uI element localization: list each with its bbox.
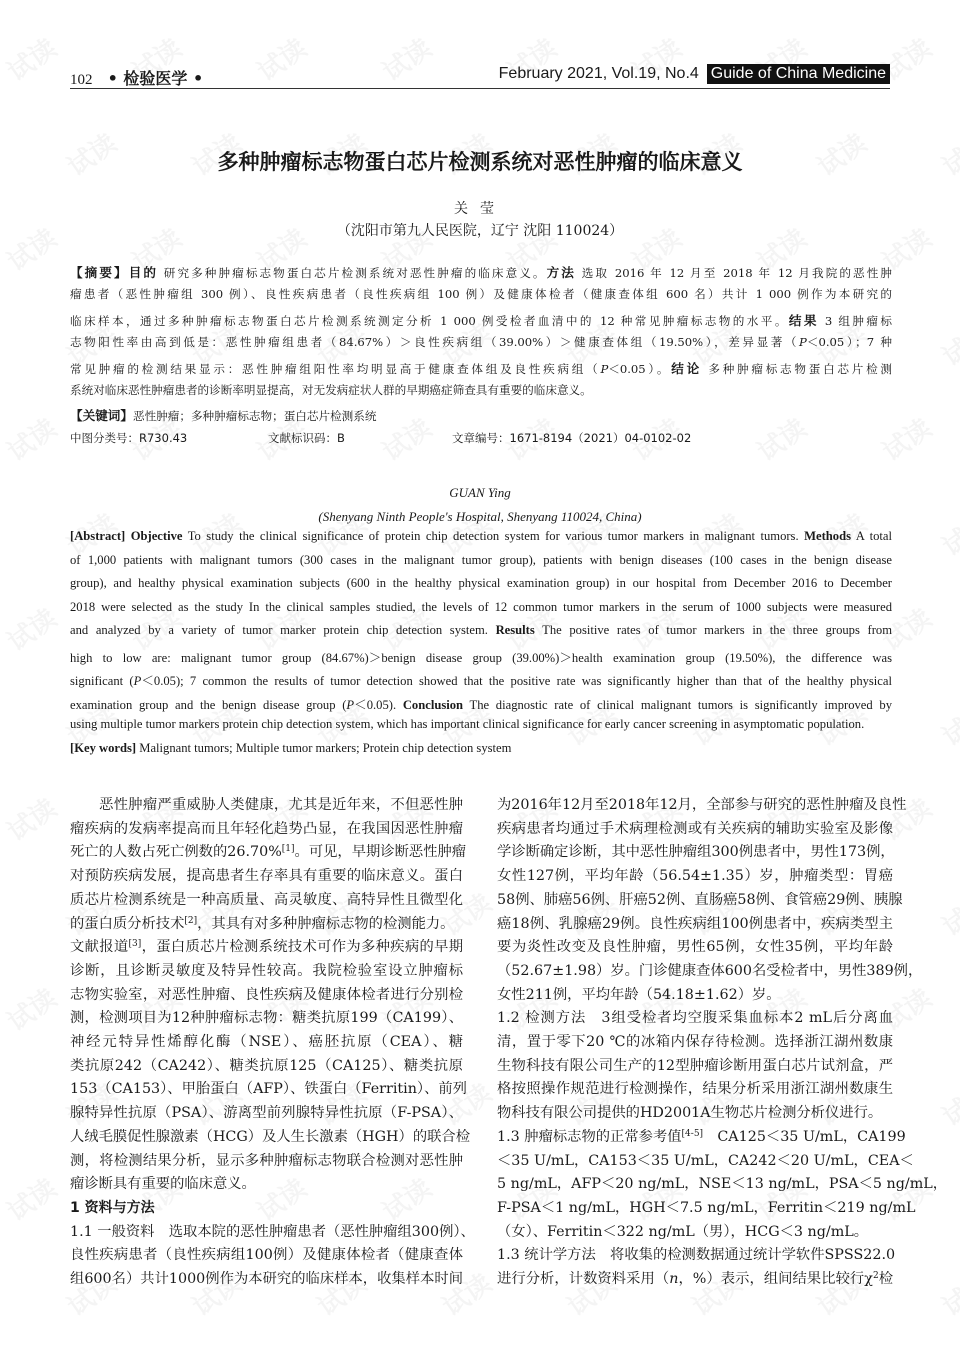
heading-label: 1 资料与方法 — [70, 1199, 155, 1216]
text-run: P — [799, 335, 807, 349]
text-line — [497, 984, 893, 1004]
text-run: 癌18例、乳腺癌29例。良性疾病组100例患者中，疾病类型主 — [497, 915, 893, 932]
text-run: 神经元特异性烯醇化酶（NSE）、癌胚抗原（CEA）、糖 — [70, 1034, 463, 1050]
text-run: 5 ng/mL，AFP＜20 ng/mL，NSE＜13 ng/mL，PSA＜5 ng/mL， — [497, 1176, 948, 1193]
text-line — [497, 1268, 893, 1288]
text-line — [70, 1007, 463, 1027]
text-run: 瘤诊断具有重要的临床意义。 — [70, 1176, 256, 1193]
author: 关莹 — [454, 201, 506, 217]
text-run: 恶性肿瘤；多种肿瘤标志物；蛋白芯片检测系统 — [132, 409, 377, 423]
running-header-left — [70, 66, 203, 89]
text-line — [70, 841, 467, 861]
text-run: and analyzed by a variety of tumor marker protein chip detection system. — [70, 623, 496, 637]
text-line — [70, 286, 892, 302]
text-run: 研究多种肿瘤标志物蛋白芯片检测系统对恶性肿瘤的临床意义。 — [158, 266, 547, 280]
text-run: 测，检测项目为12种肿瘤标志物：糖类抗原199（CA199）、 — [70, 1010, 463, 1027]
watermark-text — [0, 28, 63, 88]
text-run: 志物实验室，对恶性肿瘤、良性疾病及健康体检者进行分别检 — [70, 986, 463, 1003]
text-line — [70, 670, 892, 689]
text-run: 系统对临床恶性肿瘤患者的诊断率明显提高，对无发病症状人群的早期癌症筛查具有重要的临床意义。 — [70, 383, 592, 397]
text-run: 类抗原242（CA242）、糖类抗原125（CA125）、糖类抗原 — [70, 1057, 463, 1074]
text-line — [497, 1007, 893, 1027]
citation-superscript: [4-5] — [681, 1128, 704, 1139]
text-line — [497, 1055, 893, 1075]
text-run: ，蛋白质芯片检测系统技术可作为多种疾病的早期 — [141, 939, 463, 956]
heading-label: 【关键词】 — [70, 408, 133, 423]
watermark-text — [934, 313, 960, 373]
watermark-text — [0, 408, 63, 468]
document-code: 文献标识码：B — [268, 431, 345, 445]
text-line — [70, 1221, 475, 1241]
text-run: 进行分析，计数资料采用（ — [497, 1271, 670, 1287]
watermark-text — [934, 1073, 960, 1133]
citation-superscript: 2 — [872, 1271, 879, 1281]
text-run: ＜35 U/mL，CA153＜35 U/mL，CA242＜20 U/mL，CEA＜ — [497, 1152, 914, 1169]
text-line — [70, 405, 892, 424]
text-run: 瘤疾病的发病率提高而且年轻化趋势凸显，在我国因恶性肿瘤 — [70, 820, 463, 837]
affiliation: （沈阳市第九人民医院，辽宁 沈阳 110024） — [336, 223, 624, 239]
text-run: n — [669, 1271, 679, 1287]
running-header-right — [499, 64, 890, 84]
journal-name-badge: Guide of China Medicine — [707, 64, 890, 84]
page-number: 102 — [70, 72, 93, 88]
text-run: To study the clinical significance of protein chip detection system for various tumor markers in malignant tumors. — [182, 529, 805, 543]
text-run: examination group and the benign disease group ( — [70, 697, 347, 712]
text-run: 常见肿瘤的检测结果显示：恶性肿瘤组阳性率均明显高于健康查体组及良性疾病组（ — [70, 362, 601, 376]
heading-label: Methods — [804, 529, 851, 543]
watermark-text — [934, 693, 960, 753]
text-run: 153（CA153）、甲胎蛋白（AFP）、铁蛋白（Ferritin）、前列 — [70, 1081, 467, 1098]
text-run: P — [346, 697, 355, 712]
text-line — [70, 1055, 463, 1075]
watermark-text — [374, 28, 438, 88]
text-run: 学诊断确定诊断，其中恶性肿瘤组300例患者中，男性173例， — [497, 844, 895, 861]
citation-superscript: [3] — [128, 939, 142, 950]
text-run: 1.2 检测方法 3组受检者均空腹采集血标本2 mL后分离血 — [497, 1010, 893, 1027]
text-line — [70, 889, 463, 909]
text-run: 对预防疾病发展，提高患者生存率具有重要的临床意义。蛋白 — [70, 868, 463, 885]
text-line — [70, 1126, 471, 1146]
text-line — [70, 794, 463, 814]
watermark-text — [934, 883, 960, 943]
watermark-text — [0, 1168, 63, 1228]
affiliation-english: (Shenyang Ninth People's Hospital, Shenyang 110024, China) — [318, 509, 642, 524]
text-line — [70, 1031, 463, 1051]
heading-label: 结果 — [788, 313, 819, 328]
text-line — [70, 1173, 463, 1193]
text-line — [70, 529, 892, 544]
text-line — [497, 841, 893, 861]
text-run: 死亡的人数占死亡例数的26.70% — [70, 844, 282, 861]
text-line — [497, 913, 893, 933]
text-line — [70, 553, 892, 568]
heading-label: [Key words] — [70, 740, 137, 755]
text-line — [70, 576, 892, 591]
text-line — [497, 960, 923, 980]
text-line — [497, 936, 893, 956]
text-line — [497, 1031, 893, 1051]
text-run: 女性211例，平均年龄（54.18±1.62）岁。 — [497, 986, 781, 1003]
watermark-text — [249, 28, 313, 88]
text-run: significant ( — [70, 674, 134, 688]
text-run: 多种肿瘤标志物蛋白芯片检测 — [701, 362, 893, 376]
text-line — [70, 717, 892, 732]
text-run: group), and healthy physical examination subjects (600 in the healthy physical examination group) in our hospital from December 2016 to December — [70, 576, 892, 590]
text-line — [497, 1197, 916, 1217]
citation-superscript: [1] — [281, 844, 295, 855]
text-run: The diagnostic rate of clinical malignant tumors is significantly improved by — [463, 697, 892, 712]
text-line — [497, 1102, 893, 1122]
heading-label: 结论 — [671, 361, 702, 376]
watermark-text — [0, 788, 63, 848]
text-run: 人绒毛膜促性腺激素（HCG）及人生长激素（HGH）的联合检 — [70, 1128, 471, 1145]
text-run: P — [133, 674, 142, 688]
text-line — [70, 647, 892, 666]
text-line — [70, 1150, 463, 1170]
text-run: 。可见，早期诊断恶性肿瘤 — [294, 844, 467, 861]
text-line — [70, 1102, 463, 1122]
text-run: 1.3 统计学方法 将收集的检测数据通过统计学软件SPSS22.0 — [497, 1247, 896, 1264]
text-run: 女性127例，平均年龄（56.54±1.35）岁，肿瘤类型：胃癌 — [497, 868, 893, 885]
watermark-text — [0, 598, 63, 658]
text-line — [70, 262, 892, 281]
heading-label: Conclusion — [402, 697, 464, 712]
article-number: 文章编号：1671-8194（2021）04-0102-02 — [452, 431, 692, 445]
text-run: ＜0.05); 7 common the results of tumor detection showed that the positive rate was significantly higher than that of the healthy physical — [141, 674, 892, 688]
text-run: 58例、肺癌56例、肝癌52例、直肠癌58例、食管癌29例、胰腺 — [497, 891, 903, 908]
text-run: ＜0.05）。 — [608, 362, 672, 376]
text-line — [497, 1244, 896, 1264]
text-run: ，其具有对多种肿瘤标志物的检测能力。 — [197, 915, 455, 932]
text-run: 诊断，且诊断灵敏度及特异性较高。我院检验室设立肿瘤标 — [70, 962, 463, 979]
header-rule — [70, 88, 890, 89]
text-run: using multiple tumor markers protein chip detection system, which has important clinical significance for early cancer screening in asymptomatic population. — [70, 717, 865, 731]
text-line — [497, 889, 903, 909]
text-line — [70, 334, 892, 350]
text-line — [497, 1078, 893, 1098]
text-run: F-PSA＜1 ng/mL，HGH＜7.5 ng/mL，Ferritin＜219 ng/mL — [497, 1199, 916, 1216]
text-line — [70, 382, 892, 398]
heading-label: [Abstract] Objective — [70, 529, 183, 543]
journal-section: • 检验医学 • — [107, 69, 204, 88]
text-line — [497, 1126, 906, 1146]
issue-info: February 2021, Vol.19, No.4 — [498, 65, 699, 82]
text-run: 瘤患者（恶性肿瘤组 300 例）、良性疾病患者（良性疾病组 100 例）及健康体检者（健康查体组 600 名）共计 1 000 例作为本研究的 — [70, 287, 892, 301]
text-line — [70, 818, 463, 838]
heading-label: Results — [495, 623, 535, 637]
text-run: 物科技有限公司提供的HD2001A生物芯片检测分析仪进行。 — [497, 1105, 883, 1122]
text-run: 腺特异性抗原（PSA）、游离型前列腺特异性抗原（F-PSA）、 — [70, 1105, 463, 1122]
watermark-text — [0, 978, 63, 1038]
text-line — [70, 741, 892, 756]
article-title: 多种肿瘤标志物蛋白芯片检测系统对恶性肿瘤的临床意义 — [217, 150, 743, 174]
text-run: 2018 were selected as the study In the clinical samples studied, the levels of 12 common tumor markers in the serum of 1000 subjects were measured — [70, 599, 892, 614]
text-line — [70, 1268, 463, 1288]
text-run: 为2016年12月至2018年12月，全部参与研究的恶性肿瘤及良性 — [497, 797, 907, 813]
text-run: 选取 2016 年 12 月至 2018 年 12 月我院的恶性肿 — [575, 266, 892, 280]
text-run: 组600名）共计1000例作为本研究的临床样本，收集样本时间 — [70, 1271, 463, 1287]
text-line — [70, 310, 892, 329]
text-run: Malignant tumors; Multiple tumor markers; Protein chip detection system — [136, 740, 512, 755]
text-line — [70, 936, 463, 956]
text-line — [70, 358, 892, 377]
text-run: 要为炎性改变及良性肿瘤，男性65例，女性35例，平均年龄 — [497, 939, 893, 956]
text-run: 格按照操作规范进行检测操作，结果分析采用浙江湖州数康生 — [497, 1081, 893, 1098]
text-run: 恶性肿瘤严重威胁人类健康，尤其是近年来，不但恶性肿 — [70, 797, 463, 813]
text-line — [70, 694, 892, 713]
text-line — [497, 865, 893, 885]
clc-number: 中图分类号：R730.43 — [70, 431, 188, 445]
text-line — [70, 984, 463, 1004]
text-line — [70, 960, 463, 980]
text-run: 文献报道 — [70, 939, 129, 956]
text-line — [70, 1197, 463, 1217]
text-line — [497, 1150, 914, 1170]
text-run: of 1,000 patients with malignant tumors (300 cases in the malignant tumor group), patients with benign diseases (100 cases in the benign disease — [70, 552, 892, 567]
text-line — [497, 1173, 948, 1193]
text-line — [70, 865, 463, 885]
text-run: 志物阳性率由高到低是：恶性肿瘤组患者（84.67%）＞良性疾病组（39.00%）＞健康查体组（19.50%），差异显著（ — [70, 335, 800, 349]
text-run: The positive rates of tumor markers in the three groups from — [534, 623, 892, 637]
text-line — [70, 913, 463, 933]
text-line — [497, 818, 893, 838]
text-run: 检 — [878, 1271, 894, 1287]
heading-label: 【摘要】目的 — [70, 265, 159, 280]
text-run: P — [600, 362, 609, 376]
text-run: 良性疾病患者（良性疾病组100例）及健康体检者（健康查体 — [70, 1247, 463, 1264]
text-run: 临床样本，通过多种肿瘤标志物蛋白芯片检测系统测定分析 1 000 例受检者血清中的 12 种常见肿瘤标志物的水平。 — [70, 314, 789, 328]
text-run: ，%）表示，组间结果比较行χ — [678, 1271, 873, 1287]
text-run: 生物科技有限公司生产的12型肿瘤诊断用蛋白芯片试剂盒，严 — [497, 1057, 893, 1074]
text-line — [70, 600, 892, 615]
text-run: ＜0.05）；7 种 — [806, 335, 892, 349]
text-run: 疾病患者均通过手术病理检测或有关疾病的辅助实验室及影像 — [497, 820, 893, 837]
watermark-text — [934, 1263, 960, 1323]
text-run: 测，将检测结果分析，显示多种肿瘤标志物联合检测对恶性肿 — [70, 1152, 463, 1169]
text-run: ＜0.05). — [354, 697, 403, 712]
heading-label: 方法 — [546, 265, 576, 280]
text-run: A total — [850, 529, 893, 543]
text-line — [497, 794, 907, 814]
text-line — [70, 1244, 463, 1264]
citation-superscript: [2] — [184, 915, 198, 926]
text-line — [70, 623, 892, 638]
text-line — [497, 1221, 893, 1241]
text-line — [70, 1078, 467, 1098]
text-run: （52.67±1.98）岁。门诊健康查体600名受检者中，男性389例， — [497, 962, 923, 979]
text-run: 3 组肿瘤标 — [818, 314, 893, 328]
text-run: 清，置于零下20 ℃的冰箱内保存待检测。选择浙江湖州数康 — [497, 1034, 893, 1050]
text-run: （女）、Ferritin＜322 ng/mL（男），HCG＜3 ng/mL。 — [497, 1223, 869, 1240]
text-run: 1.3 肿瘤标志物的正常参考值 — [497, 1128, 682, 1145]
text-run: 的蛋白质分析技术 — [70, 915, 185, 932]
text-run: high to low are: malignant tumor group (84.67%)＞benign disease group (39.00%)＞health examination group (19.50%), the difference was — [70, 650, 892, 665]
text-run: 质芯片检测系统是一种高质量、高灵敏度、高特异性且微型化 — [70, 891, 463, 908]
text-run: 1.1 一般资料 选取本院的恶性肿瘤患者（恶性肿瘤组300例）、 — [70, 1223, 475, 1240]
text-run: CA125＜35 U/mL，CA199 — [703, 1128, 906, 1145]
author-english: GUAN Ying — [449, 485, 511, 500]
